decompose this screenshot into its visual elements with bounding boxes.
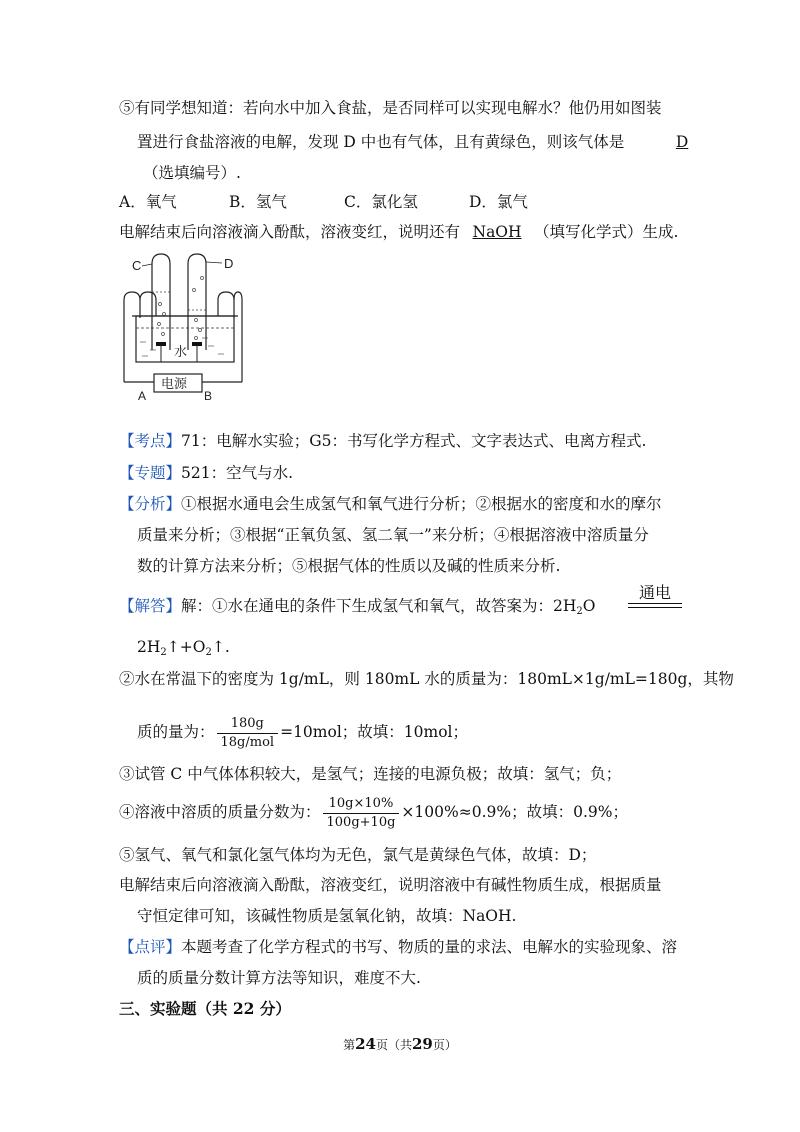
jieda-line5: ⑤氢气、氧气和氯化氢气体均为无色，氯气是黄绿色气体，故填：D； [119, 846, 597, 864]
prod-end: ↑. [211, 638, 230, 656]
frac-num: 180g [217, 715, 279, 734]
jieda-line2: ②水在常温下的密度为 1g/mL，则 180mL 水的质量为：180mL×1g/mL=180g，其物 [119, 670, 734, 688]
q5-line2 [137, 131, 692, 153]
page-number: 24 [355, 1035, 376, 1053]
footer-mid: 页（共 [375, 1038, 412, 1052]
dianping-tag: 【点评】 [119, 938, 182, 956]
kaodian-line [119, 430, 646, 452]
page-footer [0, 1035, 800, 1053]
frac2-num: 10g×10% [323, 795, 400, 814]
q5-line1: ⑤有同学想知道：若向水中加入食盐，是否同样可以实现电解水？他仍用如图装 [119, 99, 662, 117]
fenxi-line3: 数的计算方法来分析；⑤根据气体的性质以及碱的性质来分析. [137, 557, 561, 575]
equation-arrow [628, 603, 682, 608]
prod-h: 2H [137, 638, 161, 656]
jieda-line6a: 电解结束后向溶液滴入酚酞，溶液变红，说明溶液中有碱性物质生成，根据质量 [119, 876, 662, 894]
q5-options [119, 191, 528, 213]
fraction-mass-percent [323, 795, 400, 832]
jieda-line2b [137, 712, 468, 752]
frac-den: 18g/mol [220, 734, 275, 750]
dianping-line2: 质的质量分数计算方法等知识，难度不大. [137, 969, 421, 987]
jieda-line1 [119, 595, 596, 623]
option-b: B．氢气 [229, 193, 287, 211]
option-c: C．氯化氢 [344, 193, 418, 211]
q5-line3: （选填编号）. [143, 164, 241, 182]
fraction-moles [217, 715, 279, 752]
footer-post: 页） [432, 1038, 457, 1052]
dianping-line1 [119, 936, 677, 958]
label-b: B [204, 389, 213, 402]
q5-line5-text: 电解结束后向溶液滴入酚酞，溶液变红，说明还有 [119, 223, 461, 241]
label-d: D [224, 256, 234, 271]
footer-pre: 第 [343, 1038, 356, 1052]
zhuanti-line [119, 462, 293, 484]
option-d: D．氯气 [469, 193, 528, 211]
line2b-pre: 质的量为： [137, 723, 215, 741]
jieda-tag: 【解答】 [119, 597, 182, 615]
option-a: A．氧气 [119, 193, 177, 211]
line4-post: ×100%≈0.9%；故填：0.9%； [401, 803, 628, 821]
jieda-line3: ③试管 C 中气体体积较大，是氢气；连接的电源负极；故填：氢气；负； [119, 765, 622, 783]
fenxi-line2: 质量来分析；③根据“正氧负氢、氢二氧一”来分析；④根据溶液中溶质量分 [137, 526, 649, 544]
jieda-line6b: 守恒定律可知，该碱性物质是氢氧化钠，故填：NaOH. [137, 907, 517, 925]
label-a: A [138, 389, 147, 402]
q5-line5 [119, 221, 678, 243]
prod-mid: ↑+O [166, 638, 206, 656]
reaction-condition: 通电 [638, 583, 671, 602]
h2o-o: O [582, 597, 596, 615]
kaodian-tag: 【考点】 [119, 432, 182, 450]
zhuanti-text: 521：空气与水. [181, 464, 294, 482]
prod-sub1: 2 [160, 647, 167, 658]
page-total: 29 [412, 1035, 433, 1053]
fenxi-text1: ①根据水通电会生成氢气和氧气进行分析；②根据水的密度和水的摩尔 [181, 495, 662, 513]
jieda-line4 [119, 792, 628, 832]
label-water: 水 [174, 345, 188, 360]
fenxi-tag: 【分析】 [119, 495, 182, 513]
label-power: 电源 [161, 377, 188, 392]
h2-sub: 2 [576, 606, 583, 617]
line4-pre: ④溶液中溶质的质量分数为： [119, 803, 321, 821]
jieda-text1: 解：①水在通电的条件下生成氢气和氧气，故答案为：2H [181, 597, 577, 615]
kaodian-text: 71：电解水实验；G5：书写化学方程式、文字表达式、电离方程式. [181, 432, 647, 450]
fenxi-line1 [119, 493, 662, 515]
prod-sub2: 2 [205, 647, 212, 658]
q5-line2-text: 置进行食盐溶液的电解，发现 D 中也有气体，且有黄绿色，则该气体是 [137, 133, 625, 151]
jieda-line1b [137, 636, 230, 664]
dianping-text1: 本题考查了化学方程式的书写、物质的量的求法、电解水的实验现象、溶 [181, 938, 678, 956]
answer-blank-1: D [675, 133, 689, 151]
electrolysis-diagram [118, 250, 248, 402]
frac2-den: 100g+10g [326, 814, 396, 830]
answer-blank-2: NaOH [472, 223, 522, 241]
section-heading: 三、实验题（共 22 分） [119, 999, 291, 1018]
zhuanti-tag: 【专题】 [119, 464, 182, 482]
label-c: C [132, 258, 142, 273]
q5-line5-end: （填写化学式）生成. [534, 223, 679, 241]
line2b-post: =10mol；故填：10mol； [280, 723, 468, 741]
